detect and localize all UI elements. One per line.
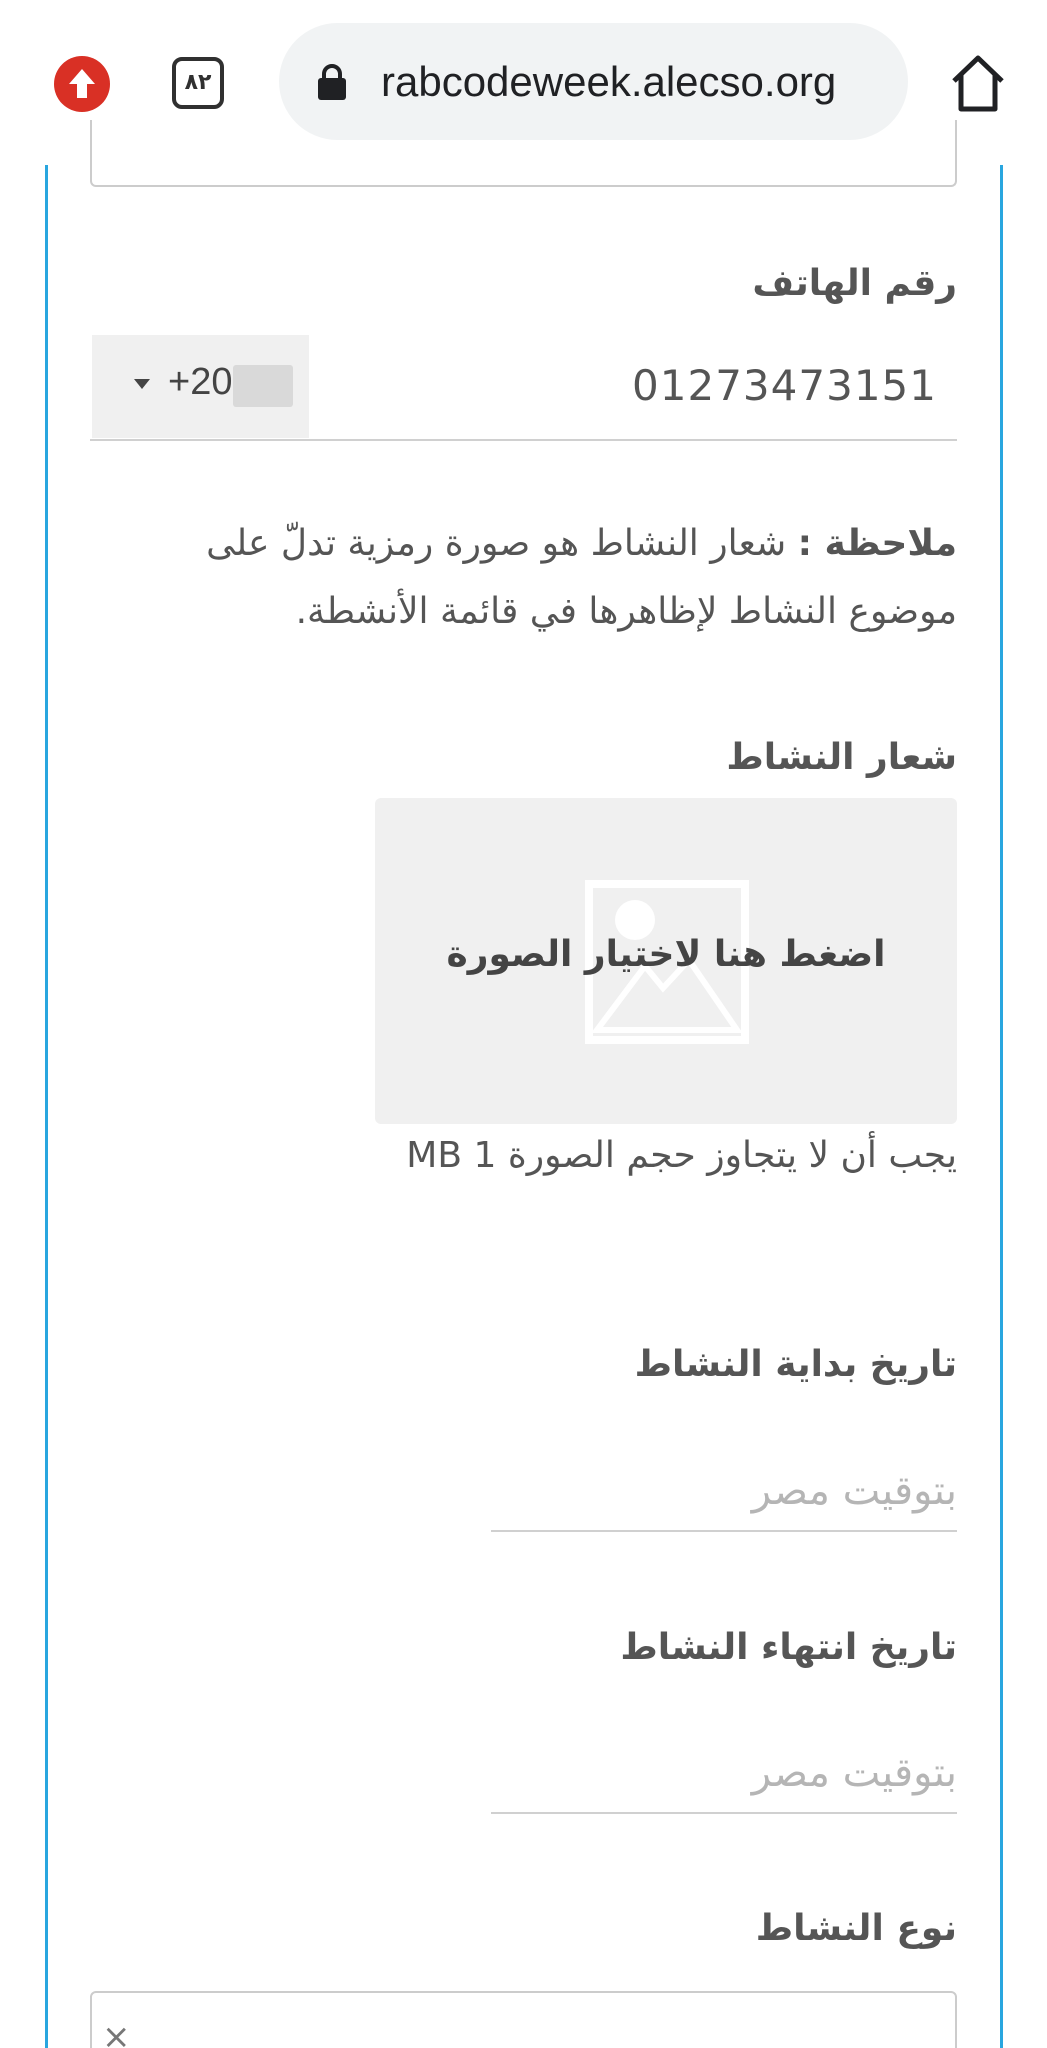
url-text: rabcodeweek.alecso.org xyxy=(381,58,837,105)
logo-label: شعار النشاط xyxy=(726,737,957,778)
image-size-note: يجب أن لا يتجاوز حجم الصورة 1 MB xyxy=(406,1135,957,1176)
home-icon[interactable] xyxy=(949,53,1007,113)
phone-field[interactable] xyxy=(90,335,957,441)
activity-type-select[interactable] xyxy=(90,1991,957,2048)
dial-code: +20 xyxy=(168,361,233,403)
lock-icon xyxy=(316,63,348,101)
end-date-input[interactable] xyxy=(491,1734,957,1812)
start-date-input[interactable] xyxy=(491,1452,957,1530)
phone-input-value[interactable]: 01273473151 xyxy=(632,361,937,410)
start-date-field xyxy=(491,1452,957,1532)
start-date-label: تاريخ بداية النشاط xyxy=(634,1344,957,1385)
note-text: شعار النشاط هو صورة رمزية تدلّ على موضوع النشاط لإظاهرها في قائمة الأنشطة. xyxy=(206,523,957,632)
end-date-label: تاريخ انتهاء النشاط xyxy=(620,1627,957,1668)
logo-note xyxy=(117,510,957,646)
clear-selection-icon[interactable]: × xyxy=(102,2017,131,2048)
phone-label: رقم الهاتف xyxy=(752,263,957,304)
chevron-down-icon xyxy=(134,379,150,389)
tab-switcher-button[interactable] xyxy=(172,57,224,109)
flag-icon xyxy=(233,365,293,407)
note-prefix: ملاحظة : xyxy=(797,523,957,564)
previous-field-bottom[interactable] xyxy=(90,120,957,187)
activity-type-label: نوع النشاط xyxy=(755,1908,957,1949)
upload-icon[interactable] xyxy=(54,56,110,112)
tab-count: ٨٢ xyxy=(184,70,212,95)
country-code-selector[interactable] xyxy=(92,335,309,438)
end-date-field xyxy=(491,1734,957,1814)
choose-image-label: اضغط هنا لاختيار الصورة xyxy=(446,934,886,975)
logo-upload-area[interactable] xyxy=(375,798,957,1124)
